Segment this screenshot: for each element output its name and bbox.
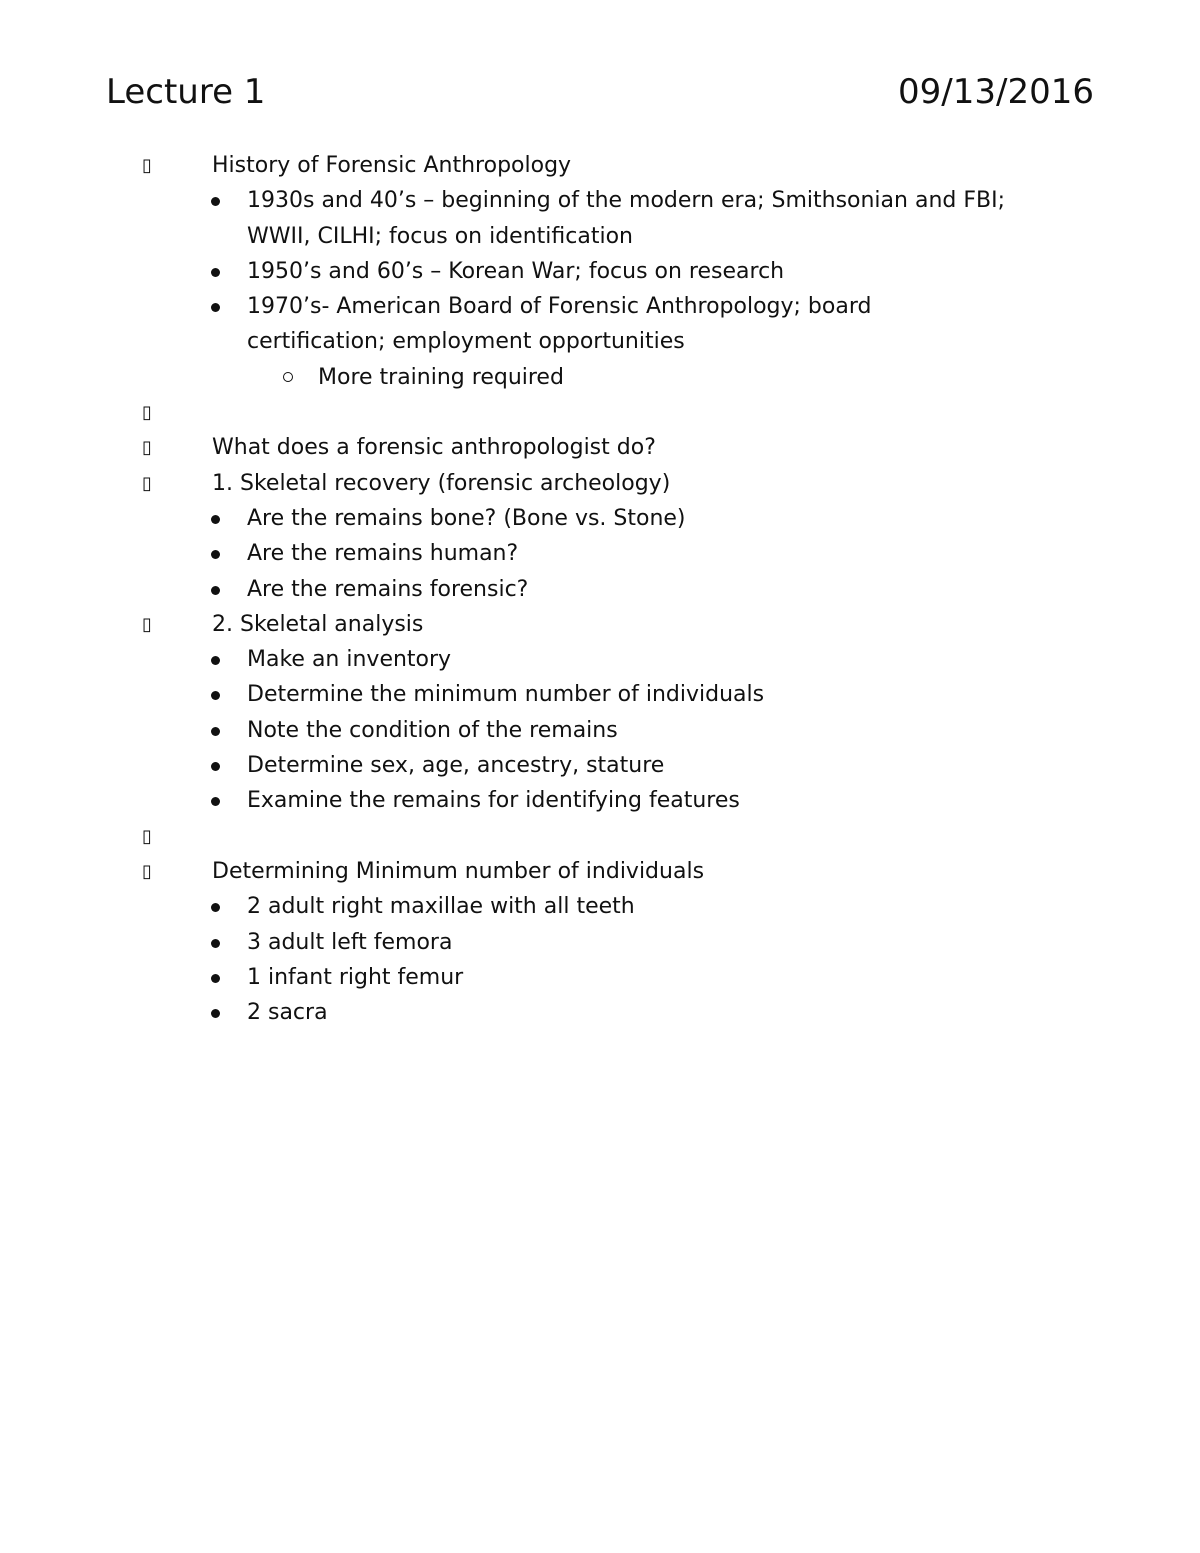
section-heading	[0, 854, 1200, 889]
list-item	[0, 572, 1200, 607]
section-heading-text: Determining Minimum number of individuals	[212, 858, 705, 884]
list-item-text: 1 infant right femur	[247, 964, 464, 990]
page-header	[106, 70, 1094, 118]
list-item-text: 3 adult left femora	[247, 929, 453, 955]
missing-glyph-icon: ▯	[142, 402, 152, 424]
list-item-text: Make an inventory	[247, 647, 452, 673]
list-item-text: 2 adult right maxillae with all teeth	[247, 894, 635, 920]
list-item-text: Examine the remains for identifying features	[247, 788, 740, 814]
list-item-text: Are the remains bone? (Bone vs. Stone)	[247, 505, 686, 531]
filled-bullet-icon	[211, 656, 220, 665]
sub-list-item	[0, 360, 1200, 395]
list-item	[0, 501, 1200, 536]
filled-bullet-icon	[211, 691, 220, 700]
list-item	[0, 713, 1200, 748]
missing-glyph-icon: ▯	[142, 825, 152, 847]
list-item-text: 2 sacra	[247, 1000, 328, 1026]
list-item	[0, 748, 1200, 783]
filled-bullet-icon	[211, 303, 220, 312]
filled-bullet-icon	[211, 515, 220, 524]
list-item-text: Note the condition of the remains	[247, 717, 618, 743]
section-heading-text: What does a forensic anthropologist do?	[212, 435, 656, 461]
list-item-text: 1930s and 40’s – beginning of the modern era; Smithsonian and FBI; WWII, CILHI; focus on identification	[247, 188, 1005, 249]
filled-bullet-icon	[211, 797, 220, 806]
list-item	[0, 642, 1200, 677]
missing-glyph-icon: ▯	[142, 472, 152, 494]
sub-list-item-text: More training required	[318, 364, 564, 390]
filled-bullet-icon	[211, 586, 220, 595]
filled-bullet-icon	[211, 762, 220, 771]
filled-bullet-icon	[211, 939, 220, 948]
filled-bullet-icon	[211, 1009, 220, 1018]
list-item	[0, 536, 1200, 571]
list-item	[0, 677, 1200, 712]
section-heading	[0, 607, 1200, 642]
section-heading	[0, 148, 1200, 183]
filled-bullet-icon	[211, 550, 220, 559]
list-item	[0, 254, 1200, 289]
filled-bullet-icon	[211, 197, 220, 206]
list-item-text: 1950’s and 60’s – Korean War; focus on research	[247, 258, 785, 284]
section-heading	[0, 466, 1200, 501]
section-heading	[0, 430, 1200, 465]
section-heading-text: 1. Skeletal recovery (forensic archeology)	[212, 470, 671, 496]
list-item-text: Are the remains human?	[247, 541, 519, 567]
list-item	[0, 889, 1200, 924]
list-item-text: Determine sex, age, ancestry, stature	[247, 753, 665, 779]
filled-bullet-icon	[211, 974, 220, 983]
section-heading-text: History of Forensic Anthropology	[212, 153, 572, 178]
list-item	[0, 925, 1200, 960]
list-item-text: Are the remains forensic?	[247, 576, 529, 602]
empty-section-line	[0, 819, 1200, 854]
filled-bullet-icon	[211, 903, 220, 912]
list-item	[0, 289, 1200, 360]
empty-section-line	[0, 395, 1200, 430]
section-heading-text: 2. Skeletal analysis	[212, 611, 424, 637]
lecture-notes	[0, 148, 1200, 1030]
hollow-circle-icon	[283, 372, 293, 382]
list-item-text: Determine the minimum number of individuals	[247, 682, 765, 708]
lecture-date: 09/13/2016	[898, 72, 1094, 112]
page-title: Lecture 1	[106, 72, 266, 112]
list-item	[0, 960, 1200, 995]
missing-glyph-icon: ▯	[142, 437, 152, 459]
filled-bullet-icon	[211, 268, 220, 277]
list-item	[0, 183, 1200, 254]
list-item-text: 1970’s- American Board of Forensic Anthropology; board certification; employment opportunities	[247, 294, 872, 355]
missing-glyph-icon: ▯	[142, 613, 152, 635]
list-item	[0, 783, 1200, 818]
filled-bullet-icon	[211, 727, 220, 736]
list-item	[0, 995, 1200, 1030]
missing-glyph-icon: ▯	[142, 860, 152, 882]
missing-glyph-icon: ▯	[142, 155, 152, 176]
